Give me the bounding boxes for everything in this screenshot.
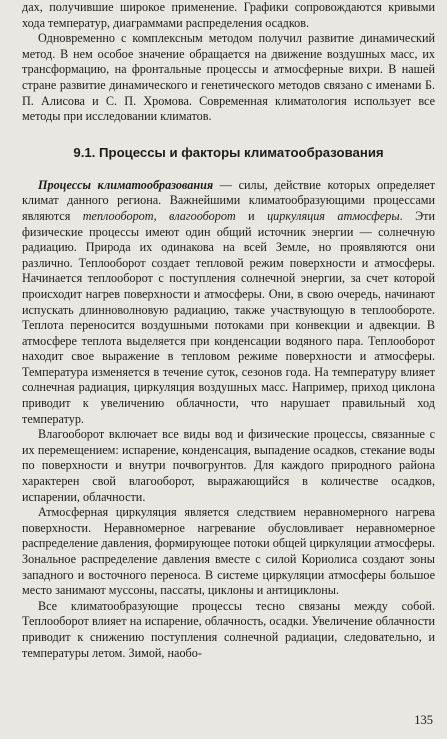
section-paragraph-moisture: Влагооборот включает все виды вод и физические процессы, связанные с их перемещением: испарение, конденсация, выпадение осадков, стекание воды по поверхности и внутри почвогрунтов. Для каждого природного района характерен свой влагооборот, выражающийся в количестве осадков, испарении, облачности.	[22, 427, 435, 504]
section-paragraph-processes	[22, 178, 435, 428]
term-moisture-cycle: влагооборот	[169, 208, 236, 223]
paragraph-text: — силы, действие которых определяет климат данного региона. Важнейшими климатообразующими процессами являются	[22, 177, 435, 223]
section-paragraph-circulation: Атмосферная циркуляция является следствием неравномерного нагрева поверхности. Неравномерное нагревание обусловливает неравномерное распределение давления, формирующее потоки общей циркуляции атмосферы. Зональное распределение давления вместе с силой Кориолиса создают зоны западного и восточного переноса. В системе циркуляции атмосферы большое место занимают муссоны, пассаты, циклоны и антициклоны.	[22, 505, 435, 598]
term-heat-cycle: теплооборот	[82, 208, 154, 223]
section-heading: 9.1. Процессы и факторы климатообразования	[73, 144, 384, 160]
section-paragraph-relations: Все климатообразующие процессы тесно связаны между собой. Теплооборот влияет на испарение, облачность, осадки. Увеличение облачности приводит к снижению поступления солнечной радиации, следовательно, и температуры летом. Зимой, наобо-	[22, 598, 435, 660]
paragraph-text: и	[235, 208, 268, 223]
paragraph-text: . Эти физические процессы имеют один общий источник энергии — солнечную радиацию. Природа их одинакова на всей Земле, но проявляются они различно. Теплооборот создает тепловой режим поверхности и атмосферы. Начинается теплооборот с поступления солнечной энергии, за счет которой происходит нагрев поверхности и атмосферы. Они, в свою очередь, начинают испускать длинноволновую радиацию, также участвующую в теплообороте. Теплота переносится воздушными потоками при конвекции и адвекции. В атмосфере теплота выделяется при конденсации водяного пара. Теплооборот находит свое выражение в тепловом режиме поверхности и атмосферы. Температура изменяется в течение суток, сезонов года. На температуру влияет солнечная радиация, циркуляция воздушных масс. Например, приход циклона приводит к увеличению облачности, что нарушает правильный ход температур.	[22, 208, 435, 426]
term-climate-processes: Процессы климатообразования	[38, 177, 214, 192]
intro-paragraph-dynamic-method: Одновременно с комплексным методом получил развитие динамический метод. В нем особое значение обращается на движение воздушных масс, их трансформацию, на фронтальные процессы и атмосферные вихри. В нашей стране развитие динамического и генетического методов связано с именами Б. П. Алисова и С. П. Хромова. Современная климатология использует все методы при исследовании климатов.	[22, 31, 435, 124]
paragraph-text: ,	[153, 208, 170, 223]
page-number: 135	[414, 713, 433, 727]
intro-paragraph-continued: дах, получившие широкое применение. Графики сопровождаются кривыми хода температур, диаграммами распределения осадков.	[22, 0, 435, 30]
term-atmospheric-circulation: циркуляция атмосферы	[267, 208, 400, 223]
